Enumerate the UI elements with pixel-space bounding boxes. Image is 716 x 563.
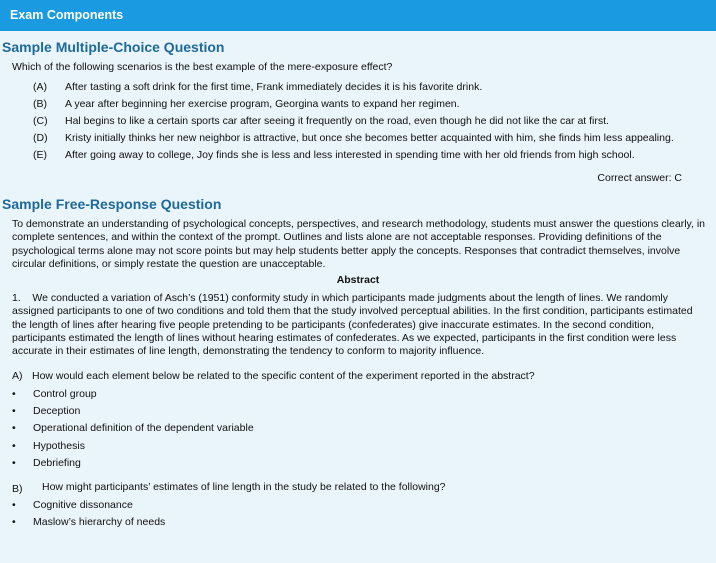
list-item-text: Control group	[33, 387, 97, 400]
bullet-icon: •	[12, 516, 16, 529]
choice-letter: (D)	[33, 132, 48, 144]
bullet-icon: •	[12, 439, 16, 452]
question-b-list	[0, 497, 716, 532]
header-bar	[0, 0, 716, 31]
choice-d	[0, 130, 716, 147]
question-b	[0, 479, 716, 496]
question-a	[0, 368, 716, 385]
abstract-text: 1. We conducted a variation of Asch’s (1951) conformity study in which participants made judgments about the length of lines. We randomly assigned participants to one of two conditions and told them that the study involved perceptual abilities. In the first condition, participants estimated the length of lines after hearing five people pretending to be participants (confederates) give inaccurate estimates. In the second condition, participants estimated the length of lines without hearing estimates of confederates. As we expected, participants in the first condition were less accurate in their estimates of line length, demonstrating the tendency to conform to majority influence.	[12, 292, 693, 358]
question-a-text: How would each element below be related to the specific content of the experiment reported in the abstract?	[32, 369, 535, 382]
choice-text: After going away to college, Joy finds she is less and less interested in spending time with her old friends from high school.	[65, 149, 635, 161]
mcq-stem: Which of the following scenarios is the best example of the mere-exposure effect?	[12, 61, 393, 73]
list-item	[0, 497, 716, 514]
choice-letter: (B)	[33, 98, 47, 110]
question-b-text: How might participants’ estimates of line length in the study be related to the following?	[42, 481, 446, 494]
list-item	[0, 386, 716, 403]
choice-text: Kristy initially thinks her new neighbor is attractive, but once she becomes better acquainted with him, she finds him less appealing.	[65, 132, 674, 144]
bullet-icon: •	[12, 499, 16, 512]
bullet-icon: •	[12, 404, 16, 417]
list-item	[0, 455, 716, 472]
choice-letter: (C)	[33, 115, 48, 127]
bullet-icon: •	[12, 387, 16, 400]
list-item-text: Hypothesis	[33, 439, 85, 452]
choice-text: After tasting a soft drink for the first time, Frank immediately decides it is his favorite drink.	[65, 81, 483, 93]
abstract-heading: Abstract	[336, 274, 380, 287]
list-item-text: Debriefing	[33, 456, 81, 469]
list-item	[0, 514, 716, 531]
question-a-label: A)	[12, 369, 23, 382]
list-item	[0, 420, 716, 437]
mcq-choices	[0, 79, 716, 164]
bullet-icon: •	[12, 456, 16, 469]
choice-letter: (A)	[33, 81, 47, 93]
choice-a	[0, 79, 716, 96]
question-b-label: B)	[12, 483, 23, 496]
header-title: Exam Components	[10, 8, 124, 22]
list-item	[0, 403, 716, 420]
mcq-section-title: Sample Multiple-Choice Question	[2, 39, 225, 55]
correct-answer: Correct answer: C	[597, 172, 682, 184]
choice-letter: (E)	[33, 149, 47, 161]
list-item-text: Maslow’s hierarchy of needs	[33, 516, 166, 529]
list-item-text: Cognitive dissonance	[33, 499, 133, 512]
choice-c	[0, 113, 716, 130]
list-item-text: Operational definition of the dependent variable	[33, 422, 254, 435]
list-item-text: Deception	[33, 404, 81, 417]
choice-text: Hal begins to like a certain sports car after seeing it frequently on the road, even though he did not like the car at first.	[65, 115, 609, 127]
frq-instructions: To demonstrate an understanding of psychological concepts, perspectives, and research methodology, students must answer the questions clearly, in complete sentences, and within the context of the prompt. Outlines and lists alone are not acceptable responses. Providing definitions of the psychological terms alone may not score points but may help students better apply the concepts. Responses that contradict themselves, involve circular definitions, or simply restate the question are unacceptable.	[12, 218, 705, 270]
bullet-icon: •	[12, 422, 16, 435]
choice-text: A year after beginning her exercise program, Georgina wants to expand her regimen.	[65, 98, 460, 110]
list-item	[0, 438, 716, 455]
choice-b	[0, 96, 716, 113]
question-a-list	[0, 386, 716, 472]
choice-e	[0, 147, 716, 164]
frq-section-title: Sample Free-Response Question	[2, 196, 222, 212]
